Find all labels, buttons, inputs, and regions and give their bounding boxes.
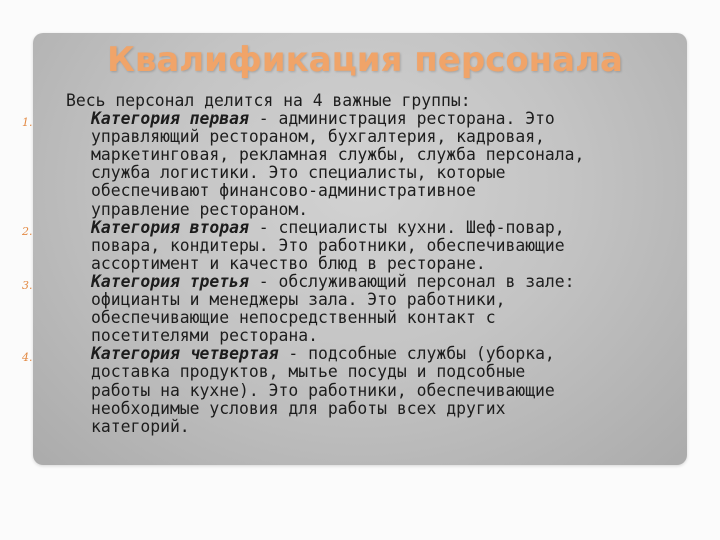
list-item-number: 3. xyxy=(22,278,33,292)
item-text-line: категорий. xyxy=(91,416,190,436)
list-item-number: 1. xyxy=(22,116,33,130)
item-text-line: управление рестораном. xyxy=(91,199,309,219)
slide-title: Квалификация персонала xyxy=(107,40,623,80)
item-text-line: обеспечивают финансово-административное xyxy=(91,181,476,201)
category-name: Категория третья xyxy=(91,271,249,291)
category-name: Категория первая xyxy=(91,109,249,129)
item-text-line: посетителями ресторана. xyxy=(91,326,318,346)
category-list xyxy=(16,110,706,436)
list-item-number: 4. xyxy=(22,351,33,365)
item-text-line: повара, кондитеры. Это работники, обеспечивающие xyxy=(91,235,565,255)
intro-text: Весь персонал делится на 4 важные группы: xyxy=(66,91,471,110)
item-text-line: - подсобные службы (уборка, xyxy=(278,344,555,364)
item-text-line: - специалисты кухни. Шеф-повар, xyxy=(248,217,565,237)
list-item xyxy=(16,110,706,219)
category-name: Категория четвертая xyxy=(91,344,279,364)
list-item xyxy=(16,273,706,345)
item-text-line: официанты и менеджеры зала. Это работники, xyxy=(91,290,506,310)
list-item-number: 2. xyxy=(22,224,33,238)
item-text-line: маркетинговая, рекламная службы, служба персонала, xyxy=(91,145,585,165)
item-text-line: обеспечивающие непосредственный контакт с xyxy=(91,308,496,328)
item-text-line: доставка продуктов, мытье посуды и подсобные xyxy=(91,362,526,382)
item-text-line: ассортимент и качество блюд в ресторане. xyxy=(91,253,486,273)
item-text-line: служба логистики. Это специалисты, которые xyxy=(91,163,506,183)
list-item xyxy=(16,345,706,435)
item-text-line: работы на кухне). Это работники, обеспечивающие xyxy=(91,380,555,400)
item-text-line: управляющий рестораном, бухгалтерия, кадровая, xyxy=(91,127,545,147)
category-name: Категория вторая xyxy=(91,217,249,237)
item-text-line: - обслуживающий персонал в зале: xyxy=(248,271,575,291)
list-item xyxy=(16,219,706,273)
slide-body xyxy=(16,92,706,436)
item-text-line: - администрация ресторана. Это xyxy=(248,109,555,129)
item-text-line: необходимые условия для работы всех других xyxy=(91,398,506,418)
